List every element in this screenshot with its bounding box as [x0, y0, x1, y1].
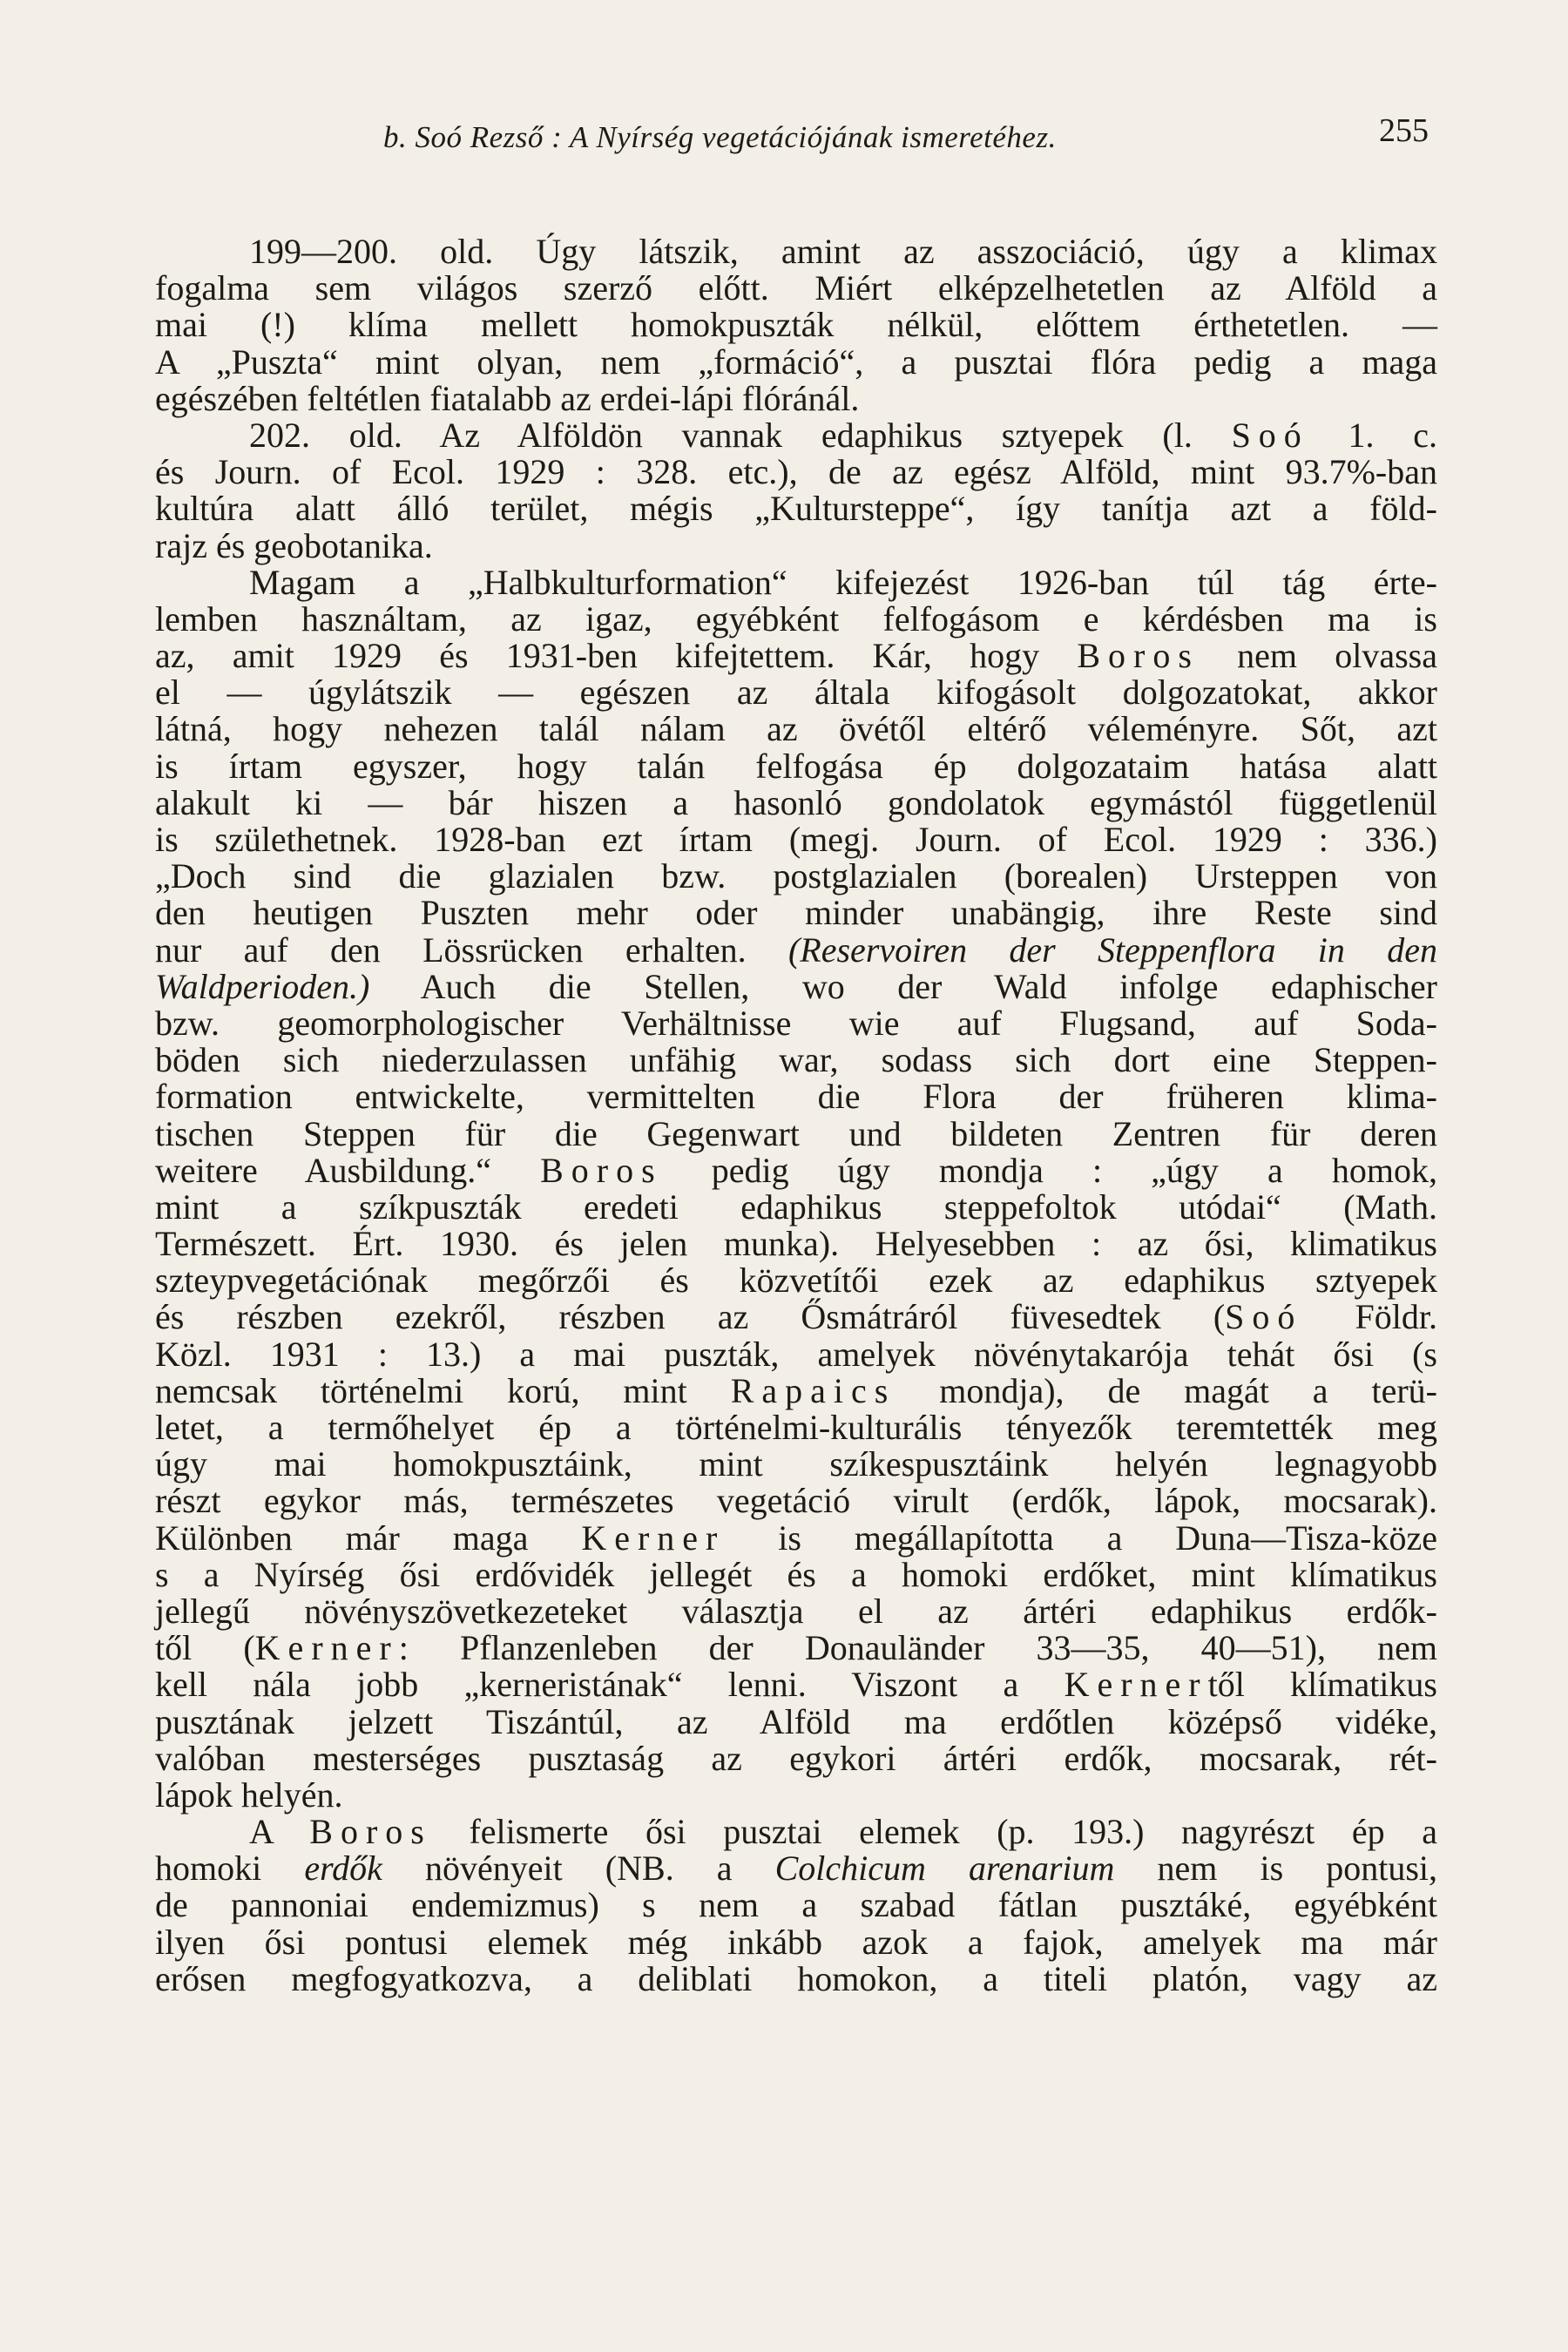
- text-line: s a Nyírség ősi erdővidék jellegét és a homoki erdőket, mint klímatikus: [155, 1554, 1437, 1594]
- text-line: jellegű növényszövetkezeteket választja el az ártéri edaphikus erdők-: [155, 1591, 1437, 1631]
- text-fragment: től klímatikus: [1207, 1665, 1437, 1705]
- text-line: formation entwickelte, vermittelten die Flora der früheren klima-: [155, 1077, 1437, 1117]
- text-line: szteypvegetációnak megőrzői és közvetítői ezek az edaphikus sztyepek: [155, 1260, 1437, 1301]
- text-fragment: weitere Ausbildung.“: [155, 1150, 541, 1190]
- spaced-author-name: Kerner: [254, 1628, 399, 1668]
- spaced-author-name: Soó: [1231, 415, 1309, 455]
- text-line: látná, hogy nehezen talál nálam az övétől eltérő véleményre. Sőt, azt: [155, 709, 1437, 749]
- text-fragment: : Pflanzenleben der Donauländer 33—35, 40—51), nem: [398, 1628, 1437, 1668]
- text-fragment: és részben ezekről, részben az Ősmátráról füvesedtek (: [155, 1297, 1226, 1337]
- text-fragment: től (: [155, 1628, 255, 1668]
- spaced-author-name: Rapaics: [730, 1370, 896, 1410]
- running-title: b. Soó Rezső : A Nyírség vegetációjának ismeretéhez.: [383, 120, 1057, 154]
- text-fragment: kell nála jobb „kerneristának“ lenni. Viszont a: [155, 1665, 1064, 1705]
- body-text: [155, 233, 1437, 1997]
- text-line: mint a szíkpuszták eredeti edaphikus steppefoltok utódai“ (Math.: [155, 1186, 1437, 1227]
- text-fragment: is megállapította a Duna—Tisza-köze: [725, 1517, 1437, 1558]
- text-line: [155, 966, 1437, 1006]
- text-line: valóban mesterséges pusztaság az egykori ártéri erdők, mocsarak, rét-: [155, 1738, 1437, 1778]
- italic-fragment: (Reservoiren der Steppenflora in den: [787, 929, 1437, 970]
- text-line: is születhetnek. 1928-ban ezt írtam (megj. Journ. of Ecol. 1929 : 336.): [155, 820, 1437, 859]
- text-line: bzw. geomorphologischer Verhältnisse wie auf Flugsand, auf Soda-: [155, 1003, 1437, 1043]
- spaced-author-name: Boros: [540, 1150, 663, 1190]
- text-line: [155, 1370, 1437, 1410]
- spaced-author-name: Boros: [309, 1812, 432, 1852]
- text-line: egészében feltétlen fiatalabb az erdei-lápi flóránál.: [155, 378, 860, 418]
- text-line: Magam a „Halbkulturformation“ kifejezést 1926-ban túl tág érte-: [249, 562, 1437, 602]
- italic-fragment: Waldperioden.): [155, 966, 370, 1006]
- text-line: erősen megfogyatkozva, a deliblati homokon, a titeli platón, vagy az: [155, 1958, 1437, 1998]
- text-line: [155, 1299, 1437, 1335]
- text-line: részt egykor más, természetes vegetáció virult (erdők, lápok, mocsarak).: [155, 1481, 1437, 1521]
- text-line: [155, 1630, 1437, 1666]
- text-line: tischen Steppen für die Gegenwart und bildeten Zentren für deren: [155, 1113, 1437, 1153]
- spaced-author-name: Kerner: [581, 1517, 726, 1558]
- page-number: 255: [1379, 112, 1429, 149]
- running-header: [383, 112, 1429, 164]
- text-line: is írtam egyszer, hogy talán felfogása ép dolgozataim hatása alatt: [155, 746, 1437, 786]
- text-line: fogalma sem világos szerző előtt. Miért elképzelhetetlen az Alföld a: [155, 268, 1437, 308]
- text-line: alakult ki — bár hiszen a hasonló gondolatok egymástól függetlenül: [155, 782, 1437, 822]
- text-line: [155, 1850, 1437, 1887]
- text-line: pusztának jelzett Tiszántúl, az Alföld ma erdőtlen középső vidéke,: [155, 1701, 1437, 1741]
- text-line: [155, 1152, 1437, 1189]
- text-fragment: növényeit (NB. a: [382, 1848, 775, 1889]
- italic-fragment: Colchicum arenarium: [774, 1848, 1115, 1889]
- text-fragment: nem olvassa: [1199, 636, 1437, 676]
- text-line: letet, a termőhelyet ép a történelmi-kulturális tényezők teremtették meg: [155, 1408, 1437, 1447]
- text-fragment: az, amit 1929 és 1931-ben kifejtettem. Kár, hogy: [155, 636, 1078, 676]
- text-line: „Doch sind die glazialen bzw. postglazialen (borealen) Ursteppen von: [155, 856, 1437, 896]
- text-fragment: Különben már maga: [155, 1517, 582, 1558]
- text-fragment: nemcsak történelmi korú, mint: [155, 1370, 731, 1410]
- text-line: kultúra alatt álló terület, mégis „Kultursteppe“, így tanítja azt a föld-: [155, 489, 1437, 529]
- text-line: úgy mai homokpusztáink, mint szíkespusztáink helyén legnagyobb: [155, 1444, 1437, 1484]
- text-fragment: 1. c.: [1308, 415, 1437, 455]
- text-line: mai (!) klíma mellett homokpuszták nélkül, előttem érthetetlen. —: [155, 305, 1437, 345]
- text-line: és Journ. of Ecol. 1929 : 328. etc.), de az egész Alföld, mint 93.7%-ban: [155, 452, 1437, 492]
- text-line: de pannoniai endemizmus) s nem a szabad fátlan pusztáké, egyébként: [155, 1885, 1437, 1925]
- text-line: rajz és geobotanika.: [155, 525, 433, 565]
- text-fragment: Földr.: [1302, 1297, 1437, 1337]
- spaced-author-name: Boros: [1077, 636, 1200, 676]
- spaced-author-name: Soó: [1225, 1297, 1303, 1337]
- text-line: A „Puszta“ mint olyan, nem „formáció“, a pusztai flóra pedig a maga: [155, 341, 1437, 382]
- text-fragment: A: [249, 1812, 310, 1852]
- text-line: lemben használtam, az igaz, egyébként felfogásom e kérdésben ma is: [155, 598, 1437, 639]
- italic-fragment: erdők: [304, 1848, 382, 1889]
- text-fragment: felismerte ősi pusztai elemek (p. 193.) nagyrészt ép a: [431, 1812, 1437, 1852]
- text-line: el — úgylátszik — egészen az általa kifogásolt dolgozatokat, akkor: [155, 672, 1437, 713]
- text-fragment: pedig úgy mondja : „úgy a homok,: [662, 1150, 1437, 1190]
- text-line: [155, 638, 1437, 674]
- text-line: Természett. Ért. 1930. és jelen munka). Helyesebben : az ősi, klimatikus: [155, 1224, 1437, 1264]
- text-fragment: homoki: [155, 1848, 305, 1889]
- text-line: ilyen ősi pontusi elemek még inkább azok a fajok, amelyek ma már: [155, 1922, 1437, 1962]
- text-line: 199—200. old. Úgy látszik, amint az asszociáció, úgy a klimax: [249, 232, 1437, 271]
- text-line: lápok helyén.: [155, 1774, 343, 1815]
- text-fragment: mondja), de magát a terü-: [896, 1370, 1437, 1410]
- text-line: [155, 1814, 1437, 1850]
- text-line: [155, 1666, 1437, 1703]
- text-line: den heutigen Puszten mehr oder minder unabängig, ihre Reste sind: [155, 893, 1437, 933]
- text-line: [155, 1517, 1437, 1558]
- text-line: [155, 929, 1437, 970]
- text-line: Közl. 1931 : 13.) a mai puszták, amelyek növénytakarója tehát ősi (s: [155, 1334, 1437, 1374]
- spaced-author-name: Kerner: [1064, 1665, 1208, 1705]
- text-line: [155, 417, 1437, 454]
- text-line: böden sich niederzulassen unfähig war, sodass sich dort eine Steppen-: [155, 1040, 1437, 1080]
- text-fragment: 202. old. Az Alföldön vannak edaphikus sztyepek (l.: [249, 415, 1232, 455]
- text-fragment: nur auf den Lössrücken erhalten.: [155, 929, 788, 970]
- text-fragment: nem is pontusi,: [1114, 1848, 1438, 1889]
- text-fragment: Auch die Stellen, wo der Wald infolge edaphischer: [369, 966, 1437, 1006]
